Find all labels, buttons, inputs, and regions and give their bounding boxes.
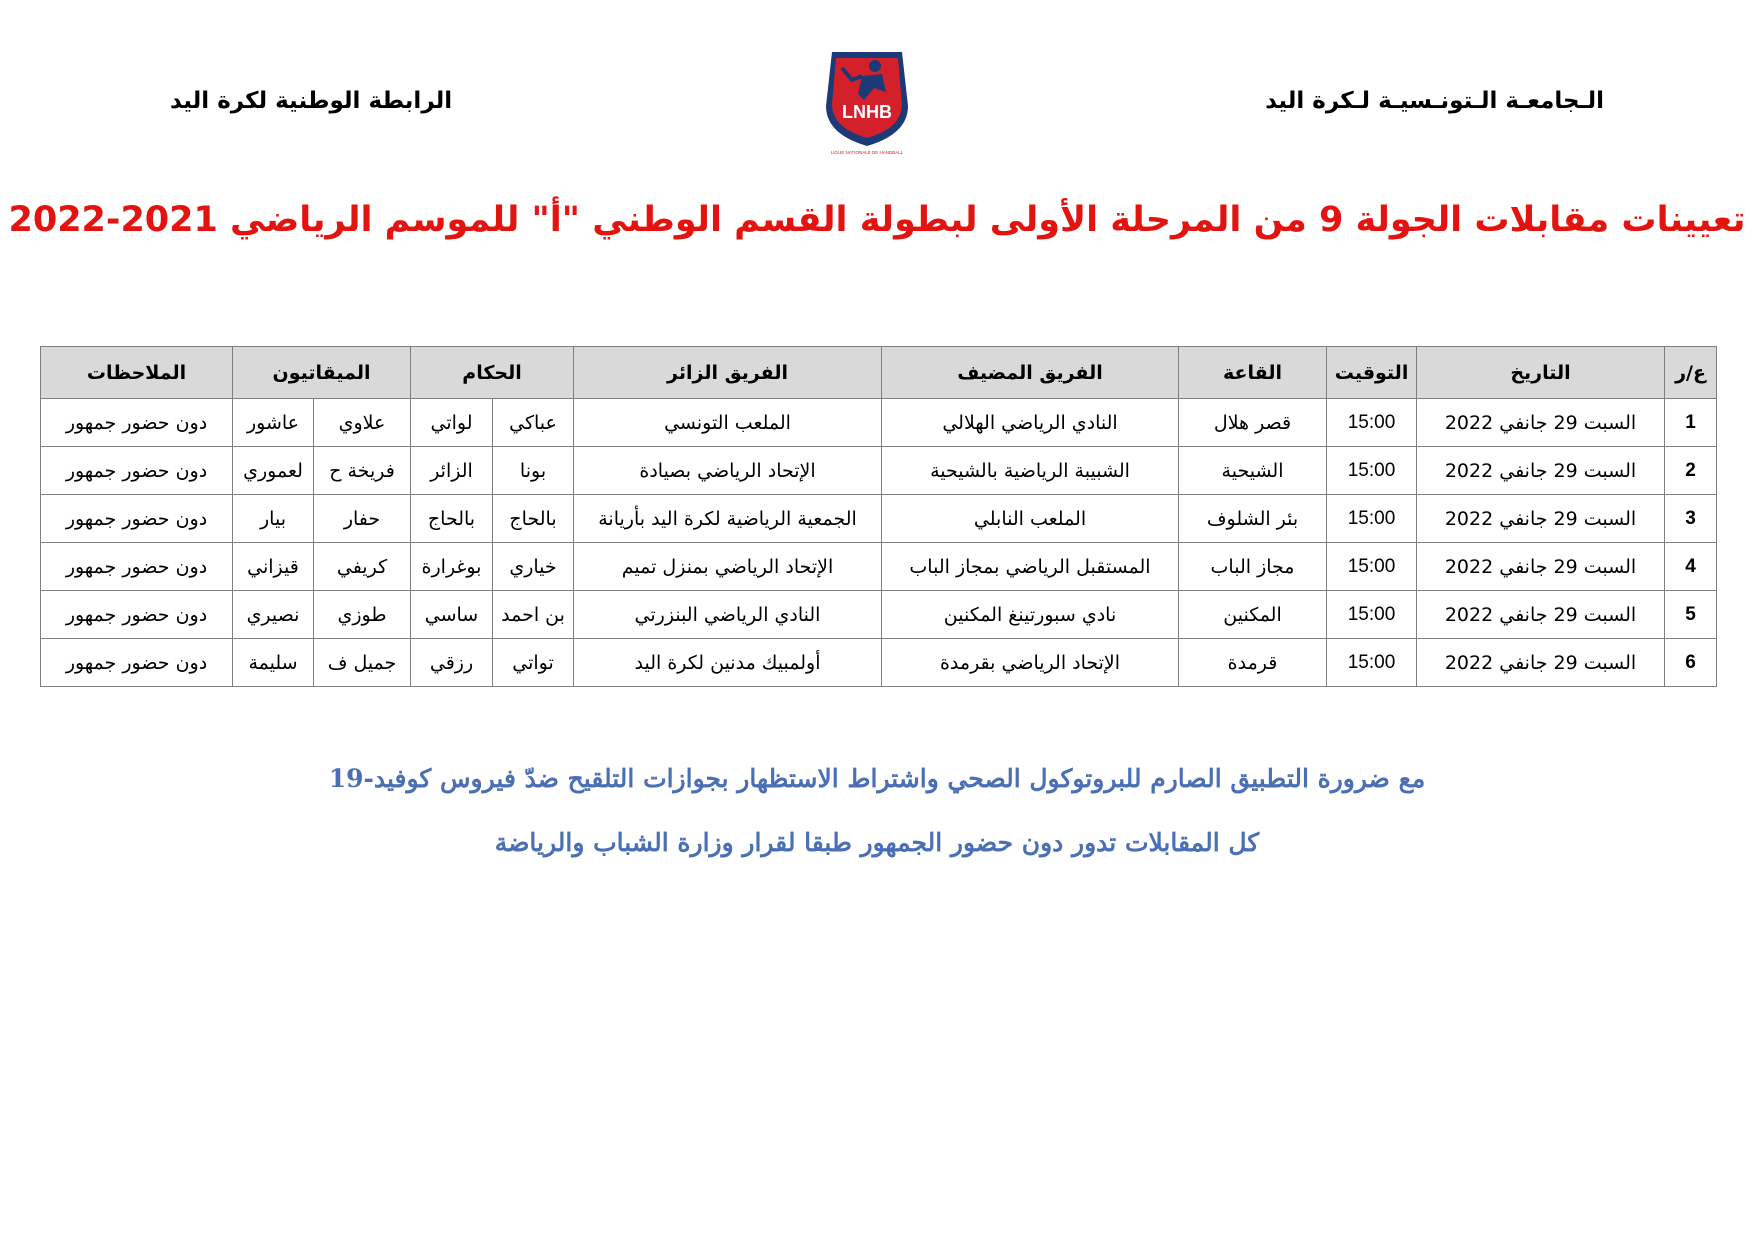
cell-venue: مجاز الباب bbox=[1179, 543, 1327, 591]
cell-referee-1: تواتي bbox=[493, 639, 574, 687]
logo-subtext: LIGUE NATIONALE DE HANDBALL bbox=[830, 150, 904, 155]
cell-home-team: الملعب النابلي bbox=[882, 495, 1179, 543]
table-row bbox=[41, 495, 1717, 543]
cell-away-team: الإتحاد الرياضي بمنزل تميم bbox=[574, 543, 882, 591]
cell-timekeeper-1: جميل ف bbox=[314, 639, 411, 687]
cell-venue: الشيحية bbox=[1179, 447, 1327, 495]
header-num: ع/ر bbox=[1665, 347, 1717, 399]
no-spectators-note: كل المقابلات تدور دون حضور الجمهور طبقا لقرار وزارة الشباب والرياضة bbox=[494, 828, 1260, 857]
cell-referee-2: لواتي bbox=[411, 399, 493, 447]
cell-referee-1: خياري bbox=[493, 543, 574, 591]
cell-home-team: المستقبل الرياضي بمجاز الباب bbox=[882, 543, 1179, 591]
cell-venue: المكنين bbox=[1179, 591, 1327, 639]
cell-away-team: الملعب التونسي bbox=[574, 399, 882, 447]
logo-text: LNHB bbox=[842, 102, 892, 122]
header-notes: الملاحظات bbox=[41, 347, 233, 399]
cell-away-team: الجمعية الرياضية لكرة اليد بأريانة bbox=[574, 495, 882, 543]
cell-time: 15:00 bbox=[1327, 399, 1417, 447]
cell-home-team: الإتحاد الرياضي بقرمدة bbox=[882, 639, 1179, 687]
cell-date: السبت 29 جانفي 2022 bbox=[1417, 543, 1665, 591]
header-home-team: الفريق المضيف bbox=[882, 347, 1179, 399]
cell-timekeeper-1: حفار bbox=[314, 495, 411, 543]
header-away-team: الفريق الزائر bbox=[574, 347, 882, 399]
table-row bbox=[41, 543, 1717, 591]
header-timekeepers: الميقاتيون bbox=[233, 347, 411, 399]
federation-name: الـجامعـة الـتونـسيـة لـكرة اليد bbox=[1265, 88, 1604, 114]
cell-timekeeper-2: نصيري bbox=[233, 591, 314, 639]
cell-num: 1 bbox=[1665, 399, 1717, 447]
cell-time: 15:00 bbox=[1327, 447, 1417, 495]
header-venue: القاعة bbox=[1179, 347, 1327, 399]
header-date: التاريخ bbox=[1417, 347, 1665, 399]
cell-referee-2: رزقي bbox=[411, 639, 493, 687]
cell-date: السبت 29 جانفي 2022 bbox=[1417, 591, 1665, 639]
cell-num: 5 bbox=[1665, 591, 1717, 639]
cell-time: 15:00 bbox=[1327, 495, 1417, 543]
cell-referee-1: بالحاج bbox=[493, 495, 574, 543]
cell-venue: قصر هلال bbox=[1179, 399, 1327, 447]
cell-timekeeper-2: لعموري bbox=[233, 447, 314, 495]
cell-home-team: الشبيبة الرياضية بالشيحية bbox=[882, 447, 1179, 495]
cell-num: 3 bbox=[1665, 495, 1717, 543]
cell-referee-2: ساسي bbox=[411, 591, 493, 639]
cell-notes: دون حضور جمهور bbox=[41, 399, 233, 447]
page-title: تعيينات مقابلات الجولة 9 من المرحلة الأولى لبطولة القسم الوطني "أ" للموسم الرياضي 2021-2022 bbox=[8, 200, 1746, 240]
lnhb-logo bbox=[812, 46, 922, 158]
header-time: التوقيت bbox=[1327, 347, 1417, 399]
health-protocol-note: مع ضرورة التطبيق الصارم للبروتوكول الصحي واشتراط الاستظهار بجوازات التلقيح ضدّ فيروس كوفيد-19 bbox=[328, 764, 1426, 793]
cell-timekeeper-2: عاشور bbox=[233, 399, 314, 447]
cell-num: 6 bbox=[1665, 639, 1717, 687]
cell-notes: دون حضور جمهور bbox=[41, 639, 233, 687]
cell-date: السبت 29 جانفي 2022 bbox=[1417, 399, 1665, 447]
cell-referee-2: الزائر bbox=[411, 447, 493, 495]
cell-referee-2: بوغرارة bbox=[411, 543, 493, 591]
cell-notes: دون حضور جمهور bbox=[41, 495, 233, 543]
cell-venue: قرمدة bbox=[1179, 639, 1327, 687]
cell-timekeeper-1: طوزي bbox=[314, 591, 411, 639]
table-header-row bbox=[41, 347, 1717, 399]
cell-referee-1: بن احمد bbox=[493, 591, 574, 639]
table-row bbox=[41, 591, 1717, 639]
cell-timekeeper-2: بيار bbox=[233, 495, 314, 543]
league-name: الرابطة الوطنية لكرة اليد bbox=[170, 88, 453, 114]
table-row bbox=[41, 639, 1717, 687]
cell-referee-1: عباكي bbox=[493, 399, 574, 447]
cell-notes: دون حضور جمهور bbox=[41, 591, 233, 639]
cell-timekeeper-2: قيزاني bbox=[233, 543, 314, 591]
cell-home-team: نادي سبورتينغ المكنين bbox=[882, 591, 1179, 639]
cell-referee-2: بالحاج bbox=[411, 495, 493, 543]
cell-date: السبت 29 جانفي 2022 bbox=[1417, 447, 1665, 495]
cell-notes: دون حضور جمهور bbox=[41, 543, 233, 591]
cell-num: 2 bbox=[1665, 447, 1717, 495]
cell-home-team: النادي الرياضي الهلالي bbox=[882, 399, 1179, 447]
cell-date: السبت 29 جانفي 2022 bbox=[1417, 495, 1665, 543]
cell-referee-1: بونا bbox=[493, 447, 574, 495]
cell-time: 15:00 bbox=[1327, 639, 1417, 687]
cell-away-team: النادي الرياضي البنزرتي bbox=[574, 591, 882, 639]
cell-timekeeper-2: سليمة bbox=[233, 639, 314, 687]
cell-timekeeper-1: فريخة ح bbox=[314, 447, 411, 495]
cell-date: السبت 29 جانفي 2022 bbox=[1417, 639, 1665, 687]
cell-timekeeper-1: علاوي bbox=[314, 399, 411, 447]
table-row bbox=[41, 399, 1717, 447]
cell-away-team: أولمبيك مدنين لكرة اليد bbox=[574, 639, 882, 687]
cell-notes: دون حضور جمهور bbox=[41, 447, 233, 495]
header-referees: الحكام bbox=[411, 347, 574, 399]
table-row bbox=[41, 447, 1717, 495]
cell-timekeeper-1: كريفي bbox=[314, 543, 411, 591]
cell-away-team: الإتحاد الرياضي بصيادة bbox=[574, 447, 882, 495]
cell-venue: بئر الشلوف bbox=[1179, 495, 1327, 543]
cell-num: 4 bbox=[1665, 543, 1717, 591]
schedule-table bbox=[40, 346, 1717, 687]
cell-time: 15:00 bbox=[1327, 591, 1417, 639]
cell-time: 15:00 bbox=[1327, 543, 1417, 591]
